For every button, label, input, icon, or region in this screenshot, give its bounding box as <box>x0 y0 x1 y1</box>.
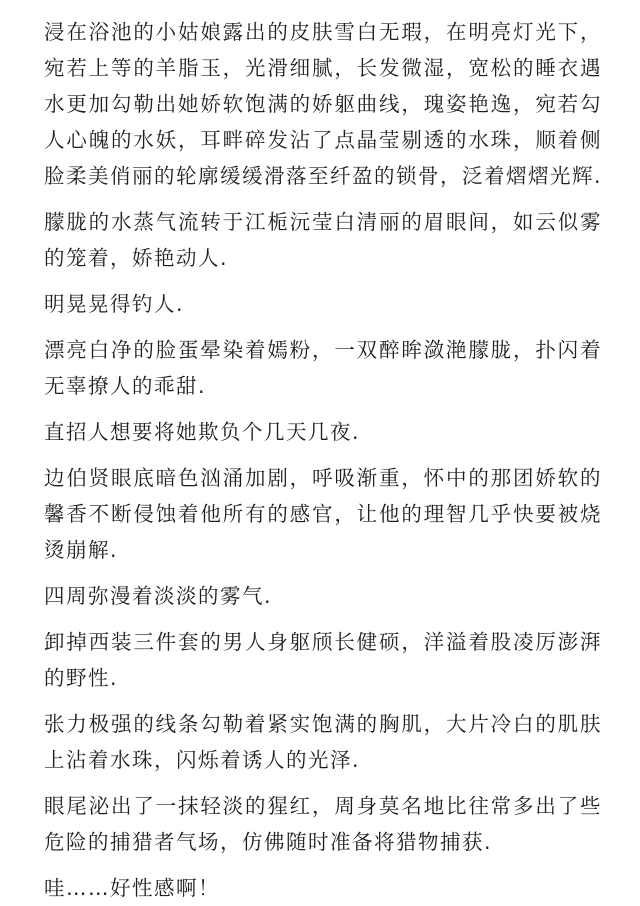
paragraph-4: 漂亮白净的脸蛋晕染着嫣粉，一双醉眸潋滟朦胧，扑闪着无辜撩人的乖甜. <box>44 338 602 398</box>
paragraph-5: 直招人想要将她欺负个几天几夜. <box>44 420 361 444</box>
paragraph-3: 明晃晃得钓人. <box>44 292 185 316</box>
paragraph-9: 张力极强的线条勾勒着紧实饱满的胸肌，大片冷白的肌肤上沾着水珠，闪烁着诱人的光泽. <box>44 712 602 772</box>
paragraph-7: 四周弥漫着淡淡的雾气. <box>44 584 273 608</box>
paragraph-2: 朦胧的水蒸气流转于江栀沅莹白清丽的眉眼间，如云似雾的笼着，娇艳动人. <box>44 210 602 270</box>
paragraph-6: 边伯贤眼底暗色汹涌加剧，呼吸渐重，怀中的那团娇软的馨香不断侵蚀着他所有的感官，让他的理智几乎快要被烧烫崩解. <box>44 466 602 562</box>
paragraph-10: 眼尾泌出了一抹轻淡的猩红，周身莫名地比往常多出了些危险的捕猎者气场，仿佛随时准备将猎物捕获. <box>44 794 602 854</box>
paragraph-8: 卸掉西装三件套的男人身躯颀长健硕，洋溢着股凌厉澎湃的野性. <box>44 630 602 690</box>
paragraph-1: 浸在浴池的小姑娘露出的皮肤雪白无瑕，在明亮灯光下，宛若上等的羊脂玉，光滑细腻，长发微湿，宽松的睡衣遇水更加勾勒出她娇软饱满的娇躯曲线，瑰姿艳逸，宛若勾人心魄的水妖，耳畔碎发沾了点晶莹剔透的水珠，顺着侧脸柔美俏丽的轮廓缓缓滑落至纤盈的锁骨，泛着熠熠光辉. <box>44 20 603 188</box>
paragraph-11: 哇……好性感啊！ <box>44 876 220 900</box>
